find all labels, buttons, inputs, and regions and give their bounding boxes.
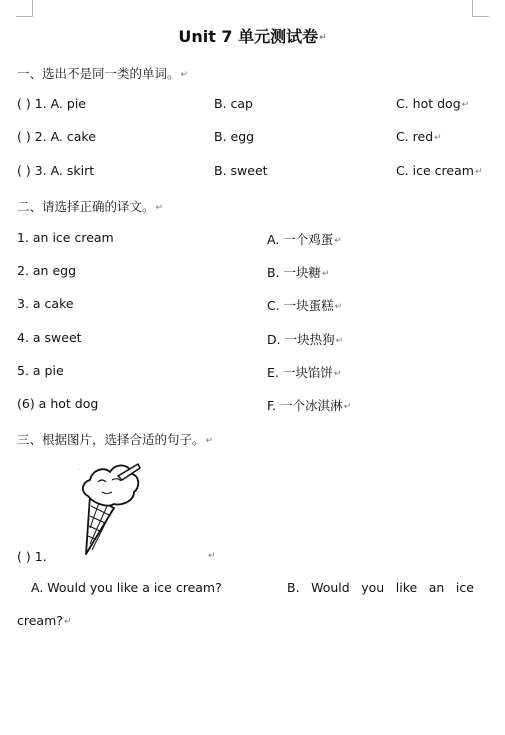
- section1-row: ( ) 1. A. pie B. cap C. hot dog↵: [17, 96, 470, 111]
- section2-row: 1. an ice cream A. 一个鸡蛋↵: [17, 230, 342, 247]
- section1-heading: 一、选出不是同一类的单词。↵: [17, 66, 189, 81]
- paragraph-mark: ↵: [208, 551, 216, 561]
- page-corner-mark-left: [16, 0, 33, 17]
- section2-row: 4. a sweet D. 一块热狗↵: [17, 330, 344, 347]
- question-1: ( ) 1.: [17, 549, 47, 564]
- paragraph-mark: ↵: [319, 32, 327, 43]
- section3-heading: 三、根据图片，选择合适的句子。↵: [17, 432, 214, 447]
- option-b: B. Would you like an ice: [287, 580, 474, 595]
- ice-cream-illustration: [78, 458, 142, 558]
- section2-row: 2. an egg B. 一块糖↵: [17, 263, 330, 280]
- page-corner-mark-right: [472, 0, 489, 17]
- option-a: A. Would you like a ice cream?: [31, 580, 222, 595]
- section1-row: ( ) 3. A. skirt B. sweet C. ice cream↵: [17, 163, 483, 178]
- section1-row: ( ) 2. A. cake B. egg C. red↵: [17, 129, 442, 144]
- option-b-continuation: cream?↵: [17, 613, 72, 628]
- section2-row: 5. a pie E. 一块馅饼↵: [17, 363, 342, 380]
- page-title: Unit 7 单元测试卷↵: [178, 27, 327, 46]
- section2-heading: 二、请选择正确的译文。↵: [17, 199, 164, 214]
- section2-row: (6) a hot dog F. 一个冰淇淋↵: [17, 396, 352, 413]
- section2-row: 3. a cake C. 一块蛋糕↵: [17, 296, 343, 313]
